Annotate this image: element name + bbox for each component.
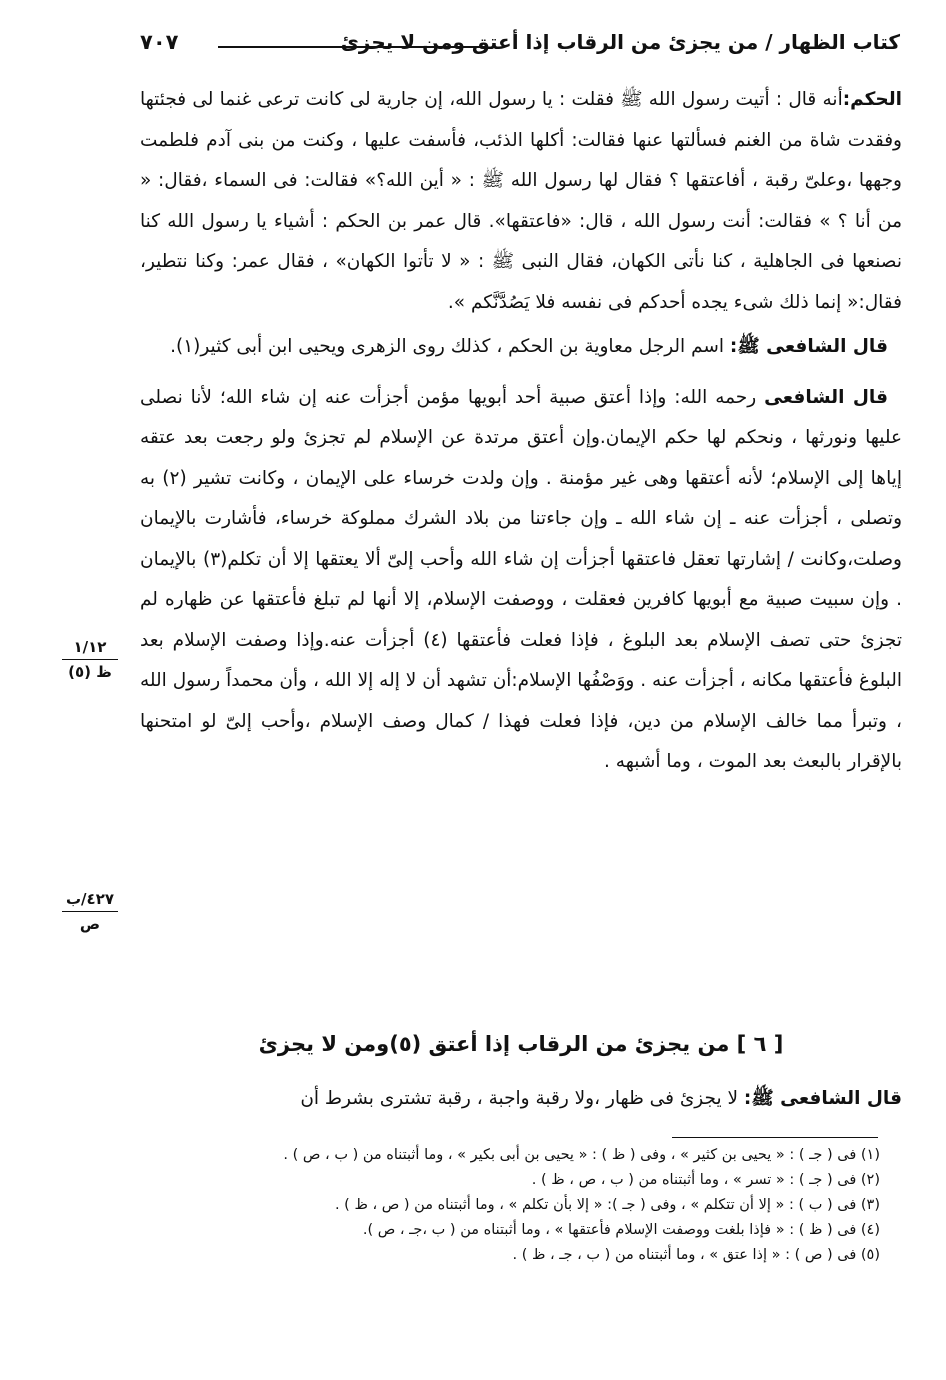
footnote: (٢) فى ( جـ ) : « تسر » ، وما أثبتناه من ( ب ، ص ، ظ ) . <box>531 1172 880 1188</box>
manuscript-folio-note <box>62 637 118 682</box>
footnotes <box>150 1143 880 1268</box>
running-header <box>140 30 900 66</box>
paragraph-lead: الحكم: <box>842 89 902 110</box>
paragraph-text: اسم الرجل معاوية بن الحكم ، كذلك روى الزهرى ويحيى ابن أبى كثير(١). <box>170 336 725 357</box>
header-rule <box>218 46 488 48</box>
running-title: كتاب الظهار / من يجزئ من الرقاب إذا أعتق ومن لا يجزئ <box>340 30 900 54</box>
paragraph-shafii-ruling <box>140 378 902 783</box>
folio-number: ٤٢٧/ب <box>62 889 118 912</box>
body-text <box>140 80 902 783</box>
footnote: (١) فى ( جـ ) : « يحيى بن كثير » ، وفى ( ظ ) : « يحيى بن أبى بكير » ، وما أثبتناه من ( ب ، ص ) . <box>283 1147 880 1163</box>
footnote: (٣) فى ( ب ) : « إلا أن تتكلم » ، وفى ( جـ ): « إلا بأن تكلم » ، وما أثبتناه من ( ص ، ظ ) . <box>334 1197 880 1213</box>
manuscript-folio-note <box>62 889 118 934</box>
paragraph-lead: قال الشافعى ﷺ: <box>743 1088 902 1109</box>
section-opening <box>140 1082 902 1116</box>
page-number: ٧٠٧ <box>140 30 179 54</box>
paragraph-shafii-note <box>140 327 902 368</box>
manuscript-code: ظ (٥) <box>68 663 112 681</box>
section-heading: [ ٦ ] من يجزئ من الرقاب إذا أعتق (٥)ومن لا يجزئ <box>258 1032 784 1056</box>
footnote-rule <box>672 1137 878 1138</box>
paragraph-lead: قال الشافعى ﷺ: <box>729 336 888 357</box>
paragraph-text: رحمه الله: وإذا أعتق صبية أحد أبويها مؤمن أجزأت عنه إن شاء الله؛ لأنا نصلى عليها ونورثها ، ونحكم لها حكم الإيمان.وإن أعتق مرتدة عن الإسلام لم تجزئ ولو رجعت بعد عتقه إياها إلى الإسلام؛ لأنه أعتقها وهى غير مؤمنة . وإن ولدت خرساء على الإيمان ، وكانت تشير (٢) به وتصلى ، أجزأت عنه ـ إن شاء الله ـ وإن جاءتنا من بلاد الشرك مملوكة خرساء، فأشارت بالإيمان وصلت،وكانت / إشارتها تعقل فاعتقها أجزأت إن شاء الله وأحب إلىّ ألا يعتقها إلا أن تكلم(٣) بالإيمان . وإن سبيت صبية مع أبويها كافرين فعقلت ، ووصفت الإسلام، إلا أنها لم تبلغ فأعتقها عن ظهاره لم تجزئ حتى تصف الإسلام بعد البلوغ ، فإذا فعلت فأعتقها (٤) أجزأت عنه.وإذا وصفت الإسلام بعد البلوغ فأعتقها مكانه ، أجزأت عنه . ووَصْفُها الإسلام:أن تشهد أن لا إله إلا الله ، وأن محمداً رسول الله ، وتبرأ مما خالف الإسلام من دين، فإذا فعلت فهذا / كمال وصف الإسلام ،وأحب إلىّ لو امتحنها بالإقرار بالبعث بعد الموت ، وما أشبهه . <box>140 386 902 772</box>
folio-number: ١/١٢ <box>62 637 118 660</box>
paragraph-text: أنه قال : أتيت رسول الله ﷺ فقلت : يا رسول الله، إن جارية لى كانت ترعى غنما لى فجئتها وفقدت شاة من الغنم فسألتها عنها فقالت: أكلها الذئب، فأسفت عليها ، وكنت من بنى آدم فلطمت وجهها ،وعلىّ رقبة ، أفاعتقها ؟ فقال لها رسول الله ﷺ : « أين الله؟» فقالت: فى السماء ،فقال: « من أنا ؟ » فقالت: أنت رسول الله ، قال: «فاعتقها». قال عمر بن الحكم : أشياء يا رسول الله كنا نصنعها فى الجاهلية ، كنا نأتى الكهان، فقال النبى ﷺ : « لا تأتوا الكهان» ، فقال عمر: وكنا نتطير، فقال:« إنما ذلك شىء يجده أحدكم فى نفسه فلا يَصُدَّنَّكم ». <box>140 89 902 313</box>
paragraph-hadith <box>140 80 902 323</box>
paragraph-lead: قال الشافعى <box>764 386 888 408</box>
manuscript-code: ص <box>79 915 101 933</box>
paragraph-text: لا يجزئ فى ظهار ،ولا رقبة واجبة ، رقبة تشترى بشرط أن <box>300 1088 739 1109</box>
footnote: (٥) فى ( ص ) : « إذا عتق » ، وما أثبتناه من ( ب ، جـ ، ظ ) . <box>512 1247 880 1263</box>
footnote: (٤) فى ( ظ ) : « فإذا بلغت ووصفت الإسلام فأعتقها » ، وما أثبتناه من ( ب ،جـ ، ص ). <box>362 1222 880 1238</box>
